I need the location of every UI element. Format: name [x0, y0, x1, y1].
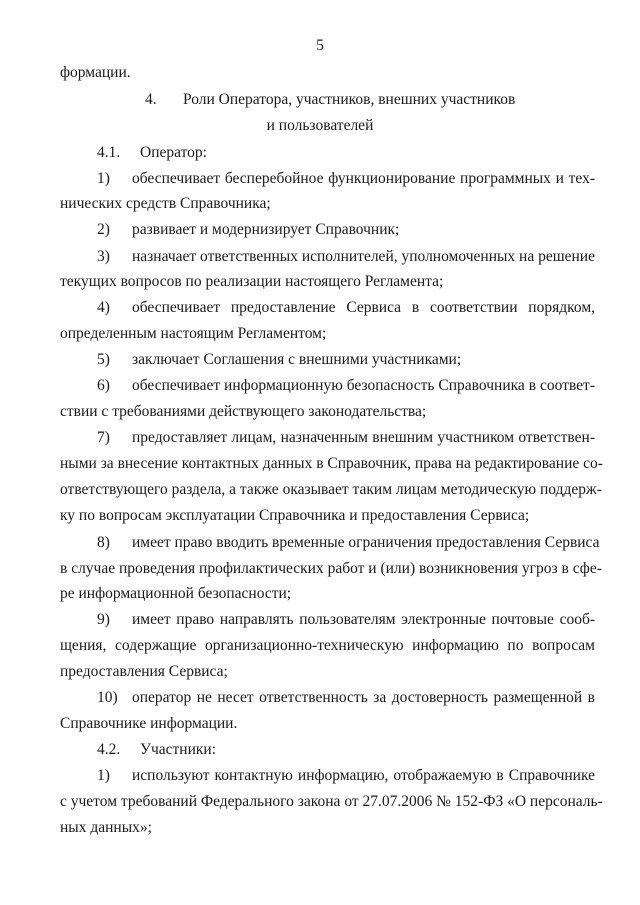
list-number: 2): [97, 221, 110, 238]
subsection-title: Оператор:: [140, 144, 207, 161]
list-item-text: нических средств Справочника;: [60, 195, 271, 212]
list-number: 4): [97, 299, 110, 316]
list-item-text: текущих вопросов по реализации настоящего Регламента;: [60, 273, 444, 290]
list-item-text: ствии с требованиями действующего законодательства;: [60, 403, 427, 420]
list-item-text: определенным настоящим Регламентом;: [60, 325, 327, 342]
list-item-text: ответствующего раздела, а также оказывает таким лицам методическую поддерж-: [60, 481, 602, 498]
list-number: 1): [97, 767, 110, 784]
list-number: 5): [97, 351, 110, 368]
section-heading-cont: и пользователей: [266, 117, 374, 134]
list-item-text: щения, содержащие организационно-техническую информацию по вопросам: [60, 637, 595, 654]
list-number: 1): [97, 170, 110, 187]
list-item-text: используют контактную информацию, отображаемую в Справочнике: [132, 767, 595, 784]
list-number: 6): [97, 377, 110, 394]
list-item-text: оператор не несет ответственность за достоверность размещенной в: [132, 689, 595, 706]
list-item-text: предоставляет лицам, назначенным внешним участником ответствен-: [132, 429, 595, 446]
list-item-text: имеет право вводить временные ограничения предоставления Сервиса: [132, 534, 600, 551]
list-item-text: с учетом требований Федерального закона от 27.07.2006 № 152-ФЗ «О персональ-: [60, 793, 603, 810]
list-item-text: имеет право направлять пользователям электронные почтовые сооб-: [132, 611, 595, 628]
subsection-number: 4.2.: [97, 741, 121, 758]
list-item-text: ными за внесение контактных данных в Справочник, права на редактирование со-: [60, 455, 603, 472]
subsection-title: Участники:: [140, 741, 217, 758]
list-item-text: в случае проведения профилактических работ и (или) возникновения угроз в сфе-: [60, 560, 602, 577]
text-line: формации.: [60, 64, 131, 81]
list-item-text: ре информационной безопасности;: [60, 585, 292, 602]
list-item-text: ку по вопросам эксплуатации Справочника и предоставления Сервиса;: [60, 507, 530, 524]
list-item-text: обеспечивает информационную безопасность Справочника в соответ-: [132, 377, 595, 394]
list-item-text: обеспечивает бесперебойное функционирование программных и тех-: [132, 170, 595, 187]
list-item-text: ных данных»;: [60, 819, 152, 836]
section-heading: Роли Оператора, участников, внешних участников: [183, 91, 516, 108]
list-number: 8): [97, 534, 110, 551]
list-item-text: предоставления Сервиса;: [60, 663, 228, 680]
list-item-text: заключает Соглашения с внешними участниками;: [132, 351, 462, 368]
list-number: 10): [97, 689, 118, 706]
list-item-text: назначает ответственных исполнителей, уполномоченных на решение: [132, 248, 595, 265]
list-item-text: Справочнике информации.: [60, 715, 238, 732]
subsection-number: 4.1.: [97, 144, 121, 161]
list-number: 7): [97, 429, 110, 446]
page-number: 5: [316, 37, 324, 54]
list-item-text: развивает и модернизирует Справочник;: [132, 221, 400, 238]
list-number: 9): [97, 611, 110, 628]
list-item-text: обеспечивает предоставление Сервиса в соответствии порядком,: [132, 299, 595, 316]
section-number: 4.: [145, 91, 157, 108]
list-number: 3): [97, 248, 110, 265]
